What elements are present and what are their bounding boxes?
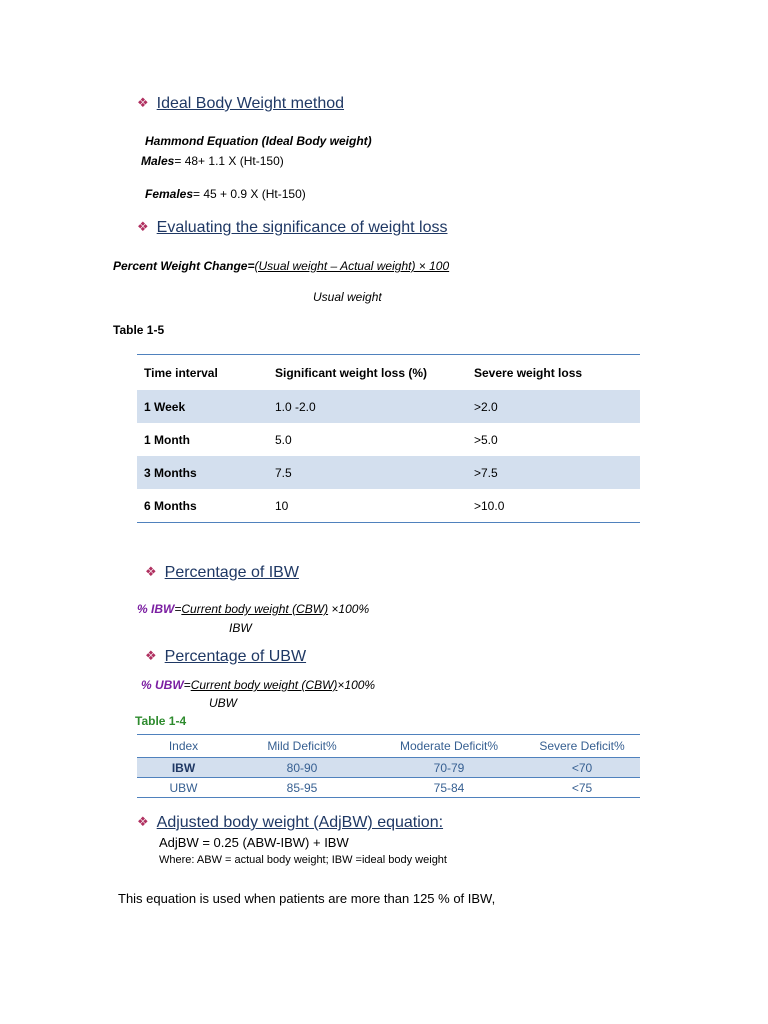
diamond-bullet-icon: ❖ [145, 648, 157, 663]
table-1-4-caption: Table 1-4 [135, 714, 187, 728]
table-cell: 1.0 -2.0 [268, 390, 467, 423]
adjbw-usage-note: This equation is used when patients are more than 125 % of IBW, [118, 891, 496, 906]
table-cell: 7.5 [268, 456, 467, 489]
table-cell: 10 [275, 498, 289, 513]
table-1-5-caption: Table 1-5 [113, 323, 165, 337]
adjbw-formula: AdjBW = 0.25 (ABW-IBW) + IBW [159, 835, 349, 850]
table-header-cell: Severe weight loss [474, 365, 583, 380]
males-formula: Males= 48+ 1.1 X (Ht-150) [141, 154, 284, 168]
table-row [137, 489, 640, 523]
formula-denominator: Usual weight [313, 290, 382, 304]
table-row [137, 778, 640, 798]
pct-ubw-formula: % UBW=Current body weight (CBW)×100% [141, 678, 376, 692]
weight-loss-heading: ❖ Evaluating the significance of weight loss [137, 219, 448, 236]
table-cell: 6 Months [144, 498, 197, 513]
table-cell: >5.0 [474, 432, 498, 447]
table-row [137, 423, 640, 456]
deficit-table [137, 734, 640, 798]
pct-ibw-denominator: IBW [229, 621, 252, 635]
table-row [137, 456, 640, 489]
table-cell: 3 Months [137, 456, 268, 489]
table-cell: <75 [571, 780, 593, 795]
ibw-heading: ❖ Ideal Body Weight method [137, 95, 345, 112]
hammond-equation-title: Hammond Equation (Ideal Body weight) [145, 134, 372, 148]
table-header-cell: Severe Deficit% [524, 735, 640, 758]
diamond-bullet-icon: ❖ [145, 564, 157, 579]
table-cell: >7.5 [467, 456, 640, 489]
pct-ubw-denominator: UBW [209, 696, 237, 710]
adjbw-where-note: Where: ABW = actual body weight; IBW =ideal body weight [159, 854, 447, 866]
table-cell: >2.0 [467, 390, 640, 423]
weight-loss-table [137, 354, 640, 523]
table-cell: UBW [169, 780, 198, 795]
pct-ubw-heading: ❖ Percentage of UBW [145, 648, 307, 665]
table-cell: >10.0 [474, 498, 505, 513]
diamond-bullet-icon: ❖ [137, 814, 149, 829]
table-header-cell: Moderate Deficit% [374, 735, 524, 758]
table-cell: 70-79 [374, 758, 524, 778]
table-header-row [137, 735, 640, 758]
adjbw-heading: ❖ Adjusted body weight (AdjBW) equation: [137, 814, 444, 831]
table-header-cell: Time interval [144, 365, 218, 380]
pct-ibw-formula: % IBW=Current body weight (CBW) ×100% [137, 602, 370, 616]
pct-ibw-heading: ❖ Percentage of IBW [145, 564, 299, 581]
table-cell: 85-95 [286, 780, 318, 795]
table-header-row [137, 355, 640, 391]
table-cell: 80-90 [230, 758, 374, 778]
diamond-bullet-icon: ❖ [137, 95, 149, 110]
table-row [137, 758, 640, 778]
table-cell: 1 Week [137, 390, 268, 423]
table-cell: <70 [524, 758, 640, 778]
percent-weight-change-formula: Percent Weight Change=(Usual weight – Actual weight) × 100 [113, 259, 450, 273]
table-header-cell: Index [137, 735, 230, 758]
table-cell: 75-84 [433, 780, 465, 795]
table-row [137, 390, 640, 423]
table-header-cell: Mild Deficit% [230, 735, 374, 758]
females-formula: Females= 45 + 0.9 X (Ht-150) [145, 187, 306, 201]
diamond-bullet-icon: ❖ [137, 219, 149, 234]
table-cell: IBW [137, 758, 230, 778]
table-cell: 5.0 [275, 432, 292, 447]
table-cell: 1 Month [144, 432, 190, 447]
table-header-cell: Significant weight loss (%) [275, 365, 428, 380]
